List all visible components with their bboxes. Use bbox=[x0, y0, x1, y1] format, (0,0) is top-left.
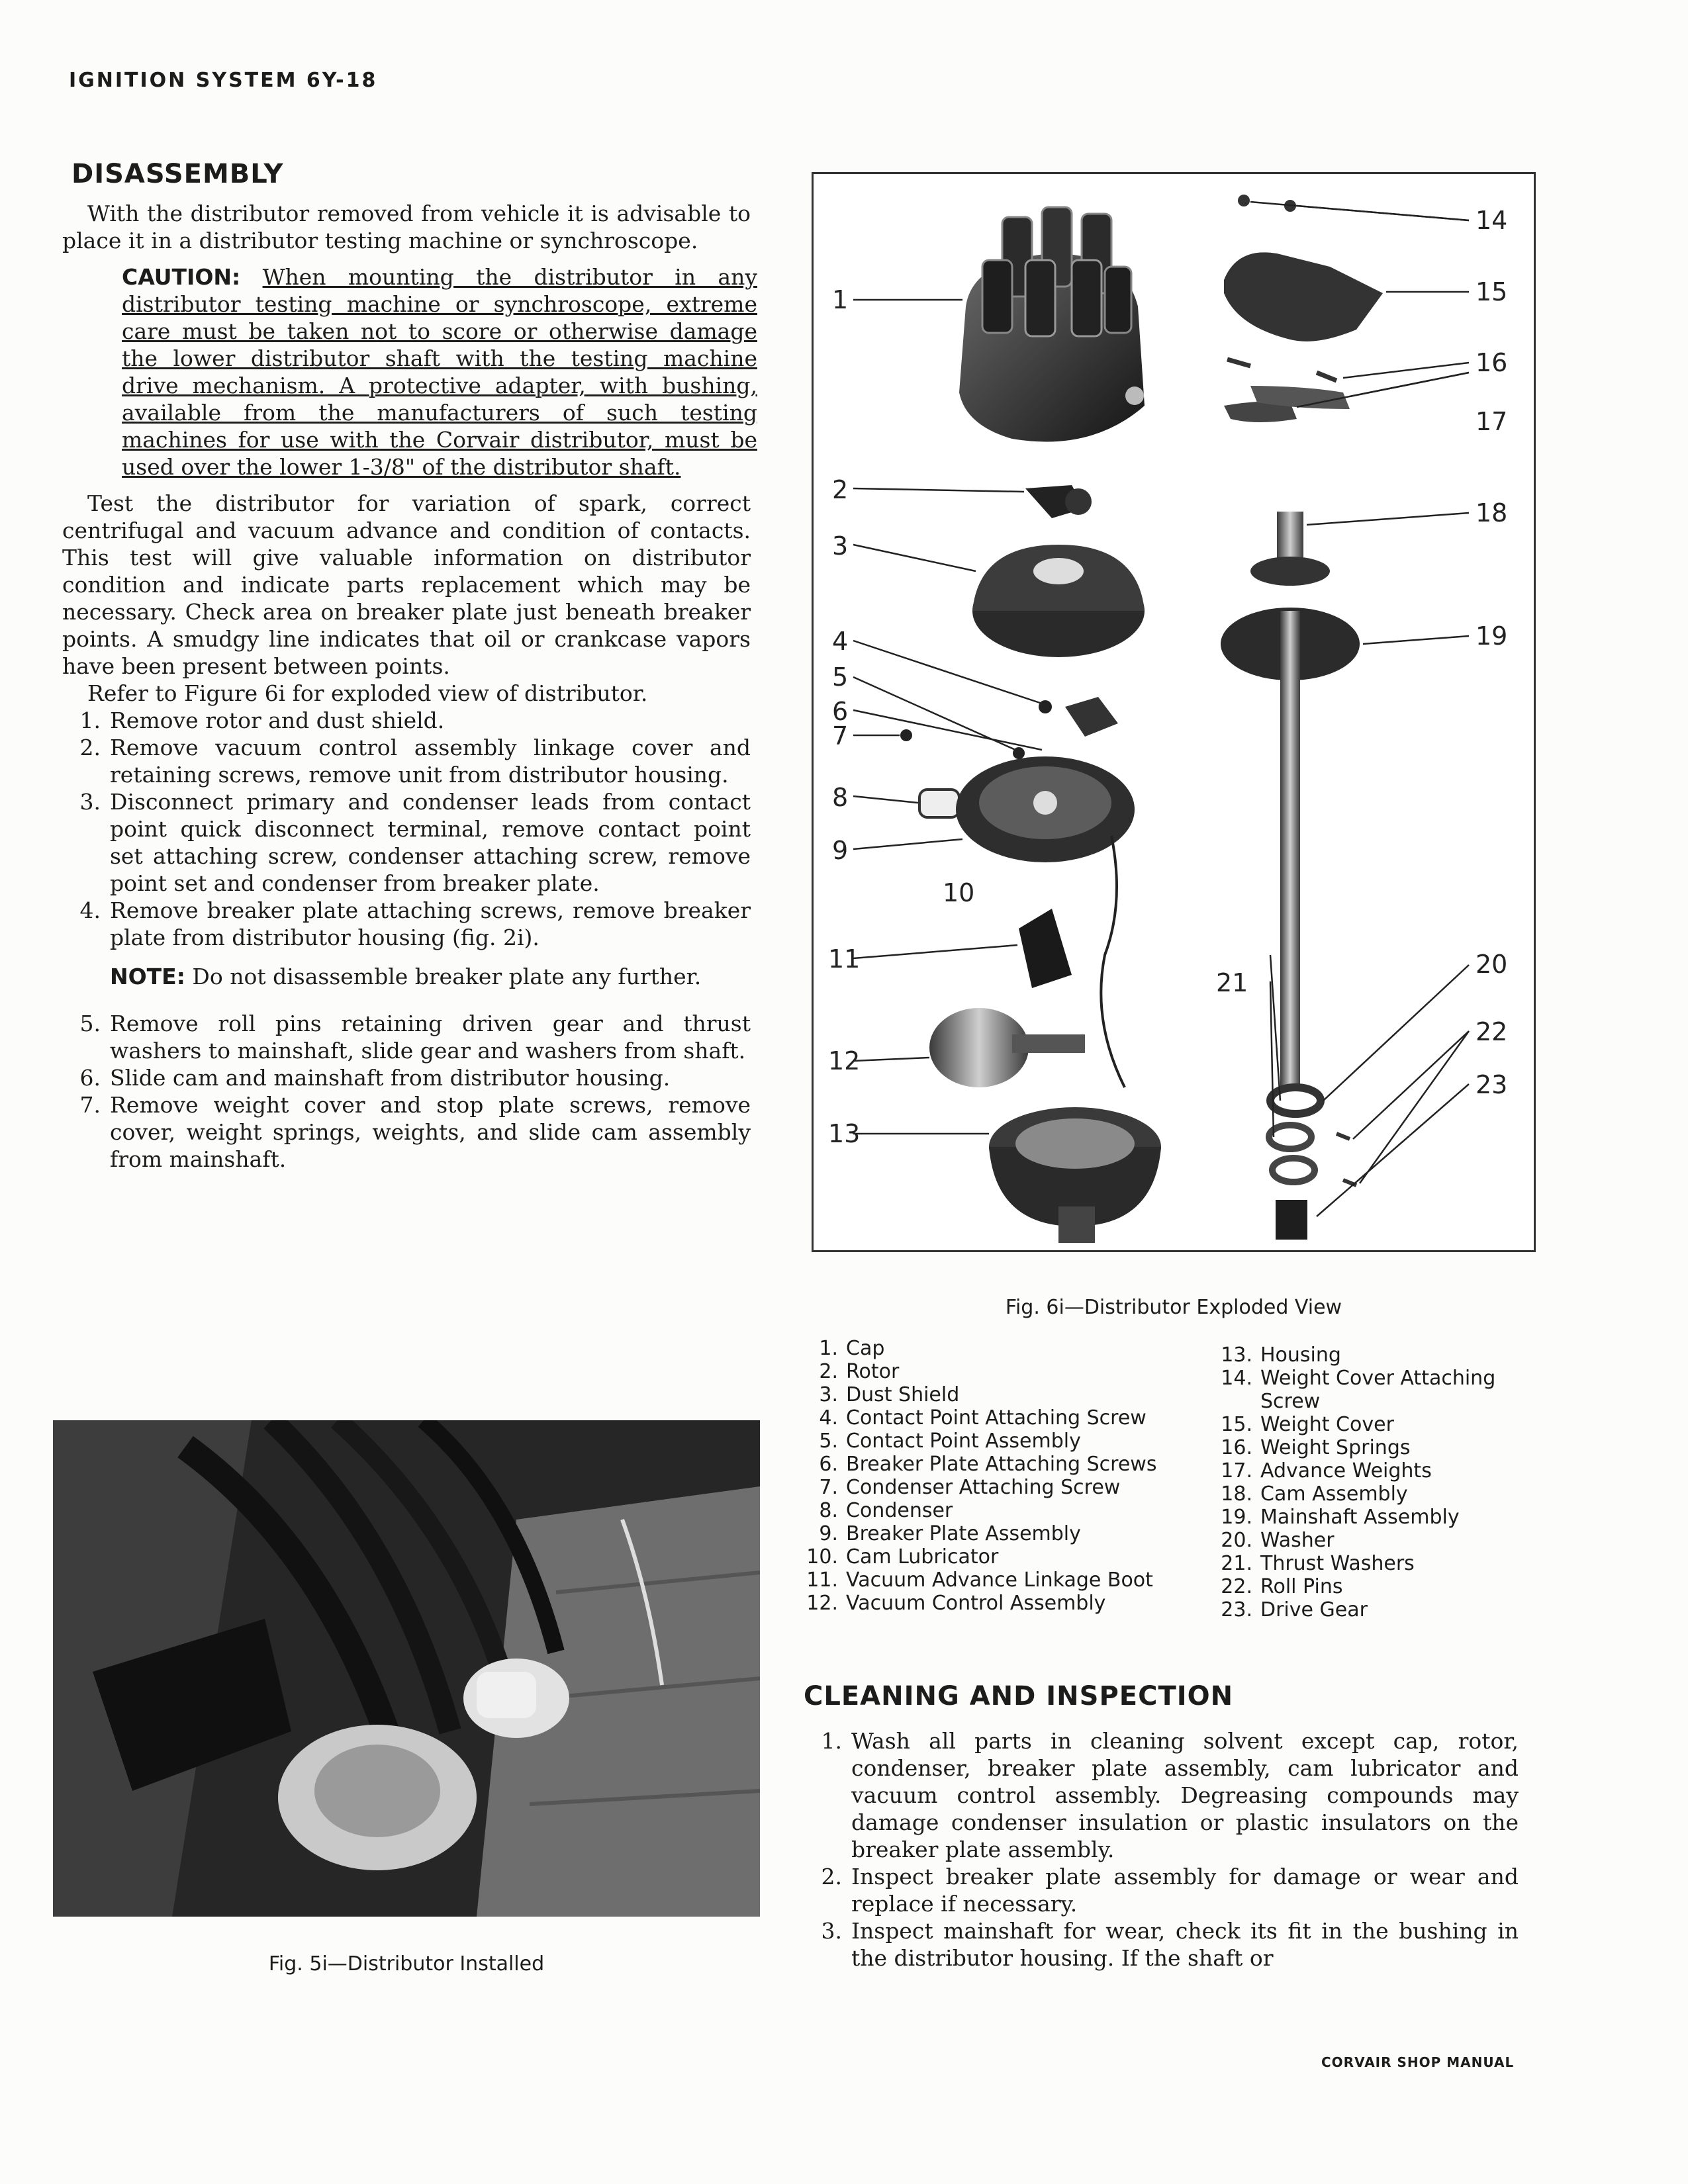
callout-1: 1 bbox=[832, 285, 849, 314]
list-item bbox=[62, 897, 751, 951]
legend-item: 10. Cam Lubricator bbox=[806, 1545, 999, 1569]
note-text: Do not disassemble breaker plate any further. bbox=[192, 964, 702, 989]
housing-part bbox=[989, 1107, 1161, 1243]
vacuum-boot-part bbox=[1019, 909, 1072, 988]
legend-item: 8. Condenser bbox=[819, 1499, 953, 1522]
exploded-view-figure bbox=[812, 172, 1536, 1252]
callout-11: 11 bbox=[828, 944, 861, 974]
list-item bbox=[62, 707, 751, 734]
legend-item: 16. Weight Springs bbox=[1221, 1436, 1411, 1459]
step-number: 4. bbox=[79, 897, 101, 923]
callout-8: 8 bbox=[832, 783, 849, 812]
test-paragraph: Test the distributor for variation of spark, correct centrifugal and vacuum advance and condition of contacts. This test will give valuable information on distributor condition and indicate parts replacement which may be necessary. Check area on breaker plate just beneath breaker points. A smudgy line indicates that oil or crankcase vapors have been present between points. bbox=[62, 490, 751, 679]
legend-item: 18. Cam Assembly bbox=[1221, 1482, 1408, 1506]
step-number: 1. bbox=[79, 707, 101, 733]
condenser-part bbox=[919, 790, 959, 817]
callout-13: 13 bbox=[828, 1119, 861, 1148]
legend-item: 12. Vacuum Control Assembly bbox=[806, 1592, 1106, 1615]
callout-21: 21 bbox=[1216, 968, 1248, 997]
disassembly-heading: DISASSEMBLY bbox=[71, 159, 284, 189]
callout-3: 3 bbox=[832, 531, 849, 561]
legend-item: 1. Cap bbox=[819, 1337, 885, 1360]
list-item bbox=[62, 734, 751, 788]
breaker-plate-part bbox=[956, 756, 1135, 862]
callout-20: 20 bbox=[1476, 950, 1508, 979]
list-item bbox=[804, 1727, 1519, 1863]
callout-16: 16 bbox=[1476, 348, 1508, 377]
rotor-part bbox=[1025, 485, 1092, 518]
callout-17: 17 bbox=[1476, 407, 1508, 436]
disassembly-steps-continued bbox=[62, 1010, 751, 1173]
weight-cover-part bbox=[1224, 252, 1383, 341]
cleaning-steps bbox=[804, 1727, 1519, 1972]
step-text: Wash all parts in cleaning solvent except cap, rotor, condenser, breaker plate assembly, cam lubricator and vacuum control assembly. Degreasing compounds may damage condenser insulation or plastic insulators on the breaker plate assembly. bbox=[851, 1728, 1519, 1862]
step-number: 3. bbox=[821, 1918, 842, 1944]
thrust-washer-part bbox=[1272, 1158, 1315, 1182]
callout-22: 22 bbox=[1476, 1017, 1508, 1046]
mainshaft-part bbox=[1221, 608, 1360, 1087]
step-text: Disconnect primary and condenser leads from contact point quick disconnect terminal, remove contact point set attaching screw, condenser attaching screw, remove point set and condenser from breaker plate. bbox=[110, 789, 751, 896]
exploded-view-drawing bbox=[814, 174, 1538, 1254]
step-number: 7. bbox=[79, 1092, 101, 1118]
legend-item: 6. Breaker Plate Attaching Screws bbox=[819, 1453, 1157, 1476]
legend-item: 7. Condenser Attaching Screw bbox=[819, 1476, 1121, 1499]
legend-item: 22. Roll Pins bbox=[1221, 1575, 1343, 1598]
step-text: Inspect breaker plate assembly for damage or wear and replace if necessary. bbox=[851, 1864, 1519, 1917]
contact-point-part bbox=[1065, 697, 1118, 737]
step-number: 1. bbox=[821, 1728, 842, 1754]
callout-10: 10 bbox=[943, 878, 975, 907]
callout-23: 23 bbox=[1476, 1070, 1508, 1099]
legend-item: 15. Weight Cover bbox=[1221, 1413, 1394, 1436]
figure-legend-left bbox=[798, 1337, 1222, 1615]
dust-shield-part bbox=[972, 545, 1145, 657]
figure-5i-caption: Fig. 5i—Distributor Installed bbox=[268, 1952, 545, 1976]
page-header: IGNITION SYSTEM 6Y-18 bbox=[69, 69, 378, 92]
list-item bbox=[804, 1917, 1519, 1972]
legend-item: 4. Contact Point Attaching Screw bbox=[819, 1406, 1147, 1430]
distributor-installed-photo bbox=[53, 1420, 760, 1917]
legend-item: 3. Dust Shield bbox=[819, 1383, 960, 1406]
callout-18: 18 bbox=[1476, 498, 1508, 527]
figure-legend-right bbox=[1213, 1343, 1504, 1621]
list-item bbox=[62, 1010, 751, 1064]
spring-part bbox=[1317, 373, 1336, 381]
list-item bbox=[62, 788, 751, 897]
step-number: 5. bbox=[79, 1011, 101, 1036]
legend-item: 9. Breaker Plate Assembly bbox=[819, 1522, 1081, 1545]
legend-item: 11. Vacuum Advance Linkage Boot bbox=[806, 1569, 1153, 1592]
step-number: 2. bbox=[79, 735, 101, 760]
caution-label: CAUTION: bbox=[122, 264, 241, 290]
intro-paragraph: With the distributor removed from vehicle it is advisable to place it in a distributor testing machine or synchroscope. bbox=[62, 201, 751, 253]
legend-item: 2. Rotor bbox=[819, 1360, 900, 1383]
cam-assembly-part bbox=[1250, 512, 1330, 586]
refer-paragraph: Refer to Figure 6i for exploded view of distributor. bbox=[87, 680, 648, 706]
callout-7: 7 bbox=[832, 721, 849, 751]
callout-2: 2 bbox=[832, 475, 849, 504]
legend-item: 19. Mainshaft Assembly bbox=[1221, 1506, 1460, 1529]
step-text: Remove vacuum control assembly linkage cover and retaining screws, remove unit from distributor housing. bbox=[110, 735, 751, 788]
callout-6: 6 bbox=[832, 697, 849, 726]
callout-9: 9 bbox=[832, 836, 849, 865]
step-number: 6. bbox=[79, 1065, 101, 1091]
list-item bbox=[62, 1064, 751, 1091]
list-item bbox=[62, 1091, 751, 1173]
step-text: Inspect mainshaft for wear, check its fit in the bushing in the distributor housing. If the shaft or bbox=[851, 1918, 1519, 1971]
step-text: Remove roll pins retaining driven gear and thrust washers to mainshaft, slide gear and washers from shaft. bbox=[110, 1011, 751, 1064]
thrust-washer-part bbox=[1269, 1125, 1311, 1149]
legend-item: 14. Weight Cover Attaching Screw bbox=[1221, 1367, 1496, 1413]
step-text: Slide cam and mainshaft from distributor housing. bbox=[110, 1065, 671, 1091]
legend-item: 20. Washer bbox=[1221, 1529, 1335, 1552]
step-text: Remove weight cover and stop plate screws, remove cover, weight springs, weights, and slide cam assembly from mainshaft. bbox=[110, 1092, 751, 1172]
roll-pin-part bbox=[1336, 1134, 1350, 1139]
legend-item: 13. Housing bbox=[1221, 1343, 1341, 1367]
callout-15: 15 bbox=[1476, 277, 1508, 306]
screw-part bbox=[1238, 195, 1250, 206]
note-label: NOTE: bbox=[110, 964, 185, 989]
legend-item: 5. Contact Point Assembly bbox=[819, 1430, 1081, 1453]
callout-19: 19 bbox=[1476, 621, 1508, 651]
step-text: Remove rotor and dust shield. bbox=[110, 707, 445, 733]
callout-14: 14 bbox=[1476, 206, 1508, 235]
legend-item: 17. Advance Weights bbox=[1221, 1459, 1432, 1482]
figure-6i-caption: Fig. 6i—Distributor Exploded View bbox=[1005, 1296, 1342, 1319]
caution-block bbox=[122, 263, 757, 480]
cap-part bbox=[959, 207, 1145, 441]
step-number: 2. bbox=[821, 1864, 842, 1889]
callout-5: 5 bbox=[832, 662, 849, 692]
note-block bbox=[110, 963, 751, 990]
cleaning-body bbox=[804, 1727, 1519, 1972]
legend-item: 23. Drive Gear bbox=[1221, 1598, 1368, 1621]
page-footer: CORVAIR SHOP MANUAL bbox=[1321, 2054, 1515, 2070]
step-text: Remove breaker plate attaching screws, remove breaker plate from distributor housing (fig. 2i). bbox=[110, 897, 751, 950]
washer-part bbox=[1270, 1087, 1321, 1114]
caution-text: When mounting the distributor in any distributor testing machine or synchroscope, extreme care must be taken not to score or otherwise damage the lower distributor shaft with the testing machine drive mechanism. A protective adapter, with bushing, available from the manufacturers of such testing machines for use with the Corvair distributor, must be used over the lower 1-3/8" of the distributor shaft. bbox=[122, 264, 758, 480]
photo-drawing bbox=[53, 1420, 760, 1917]
lead-wire bbox=[1101, 836, 1125, 1087]
disassembly-body bbox=[62, 200, 758, 1173]
legend-item: 21. Thrust Washers bbox=[1221, 1552, 1415, 1575]
list-item bbox=[804, 1863, 1519, 1917]
drive-gear-part bbox=[1276, 1200, 1307, 1240]
callout-4: 4 bbox=[832, 627, 849, 656]
callout-12: 12 bbox=[828, 1046, 861, 1075]
spring-part bbox=[1227, 359, 1250, 366]
step-number: 3. bbox=[79, 789, 101, 815]
disassembly-steps bbox=[62, 707, 751, 951]
cleaning-heading: CLEANING AND INSPECTION bbox=[804, 1681, 1234, 1711]
vacuum-control-part bbox=[929, 1008, 1085, 1087]
screw-part bbox=[900, 729, 912, 741]
screw-part bbox=[1039, 700, 1052, 713]
